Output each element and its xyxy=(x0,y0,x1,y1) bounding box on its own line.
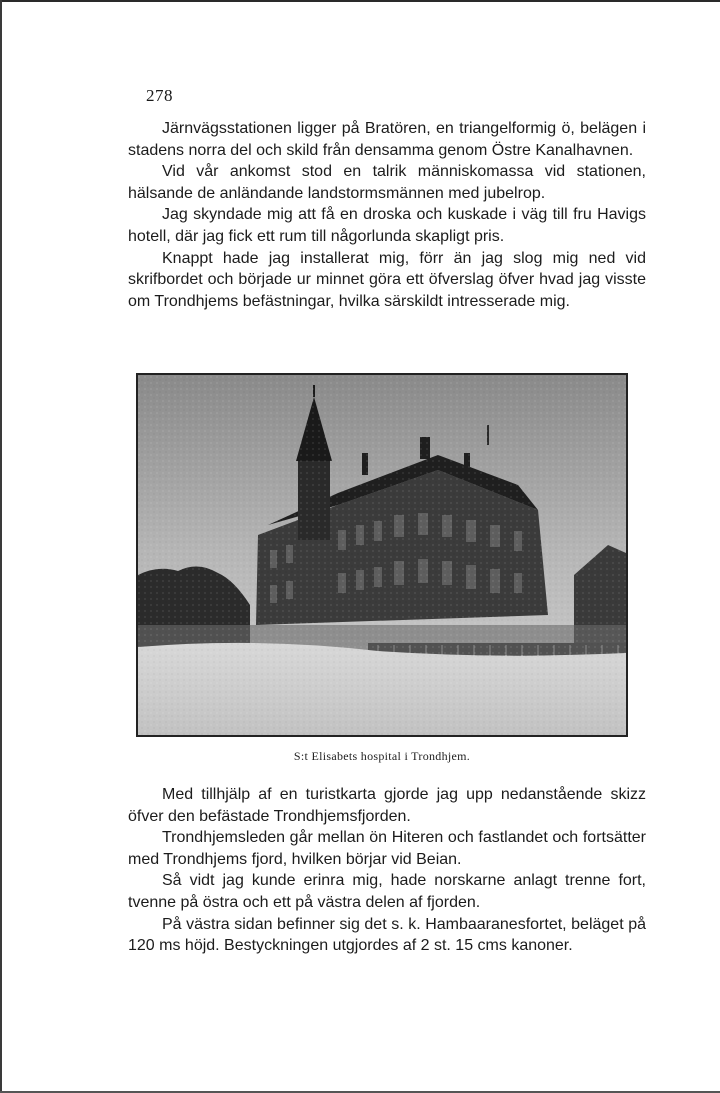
paragraph: På västra sidan befinner sig det s. k. Hambaaranesfortet, beläget på 120 ms höjd. Bestyckningen utgjordes af 2 st. 15 cms kanoner. xyxy=(128,915,646,955)
paragraph: Jag skyndade mig att få en droska och kuskade i väg till fru Havigs hotell, där jag fick ett rum till någorlunda skapligt pris. xyxy=(128,206,646,245)
paragraph: Så vidt jag kunde erinra mig, hade norskarne anlagt trenne fort, tvenne på östra och ett på västra delen af fjorden. xyxy=(128,872,646,911)
paragraph: Järnvägsstationen ligger på Bratören, en triangelformig ö, belägen i stadens norra del och skild från densamma genom Östre Kanalhavnen. xyxy=(128,120,646,159)
scan-edge-top xyxy=(0,0,720,2)
paragraph: Med tillhjälp af en turistkarta gjorde jag upp nedanstående skizz öfver den befästade Trondhjemsfjorden. xyxy=(128,786,646,825)
scan-edge-left xyxy=(0,0,2,1093)
body-text-bottom xyxy=(128,784,646,957)
paragraph: Trondhjemsleden går mellan ön Hiteren och fastlandet och fortsätter med Trondhjems fjord, hvilken börjar vid Beian. xyxy=(128,829,646,868)
figure-caption: S:t Elisabets hospital i Trondhjem. xyxy=(293,749,471,763)
hospital-photograph xyxy=(136,373,628,737)
body-text-top xyxy=(128,118,646,312)
film-grain xyxy=(138,375,626,735)
paragraph: Vid vår ankomst stod en talrik människomassa vid stationen, hälsande de anländande landstormsmännen med jubelrop. xyxy=(128,163,646,202)
paragraph: Knappt hade jag installerat mig, förr än jag slog mig ned vid skrifbordet och började ur minnet göra ett öfverslag öfver hvad jag visste om Trondhjems befästningar, hvilka särskildt intresserade mig. xyxy=(128,249,646,310)
page-number: 278 xyxy=(146,86,173,105)
